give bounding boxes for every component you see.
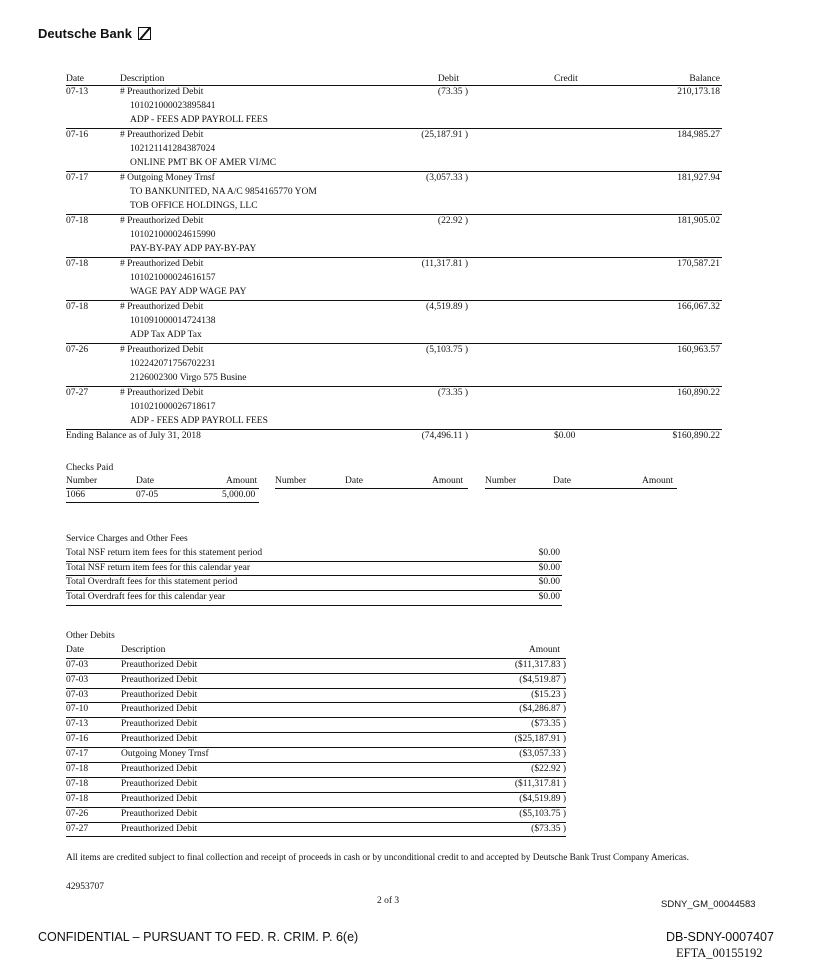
other-debit-amount: ($4,519.87 )	[519, 674, 566, 685]
transaction-date: 07-18	[66, 302, 89, 312]
other-debit-date: 07-27	[66, 823, 89, 834]
od-amount-header: Amount	[528, 644, 560, 655]
other-debit-description: Preauthorized Debit	[121, 719, 198, 730]
col-description-header: Description	[120, 74, 165, 84]
fee-row	[66, 576, 562, 591]
transaction-payee: ONLINE PMT BK OF AMER VI/MC	[130, 158, 277, 168]
transaction-debit: (73.35 )	[437, 87, 468, 97]
page-number: 2 of 3	[377, 896, 400, 906]
transaction-reference: 101021000024616157	[130, 273, 216, 283]
transaction-type: # Preauthorized Debit	[120, 87, 204, 97]
confidential-notice: CONFIDENTIAL – PURSUANT TO FED. R. CRIM. P. 6(e)	[38, 930, 359, 944]
transaction-debit: (4,519.89 )	[426, 302, 468, 312]
od-description-header: Description	[121, 644, 166, 655]
col-balance-header: Balance	[689, 74, 720, 84]
other-debit-description: Preauthorized Debit	[121, 808, 198, 819]
check-row	[66, 489, 256, 503]
other-debit-description: Preauthorized Debit	[121, 659, 198, 670]
transaction-reference: 101021000026718617	[130, 402, 216, 412]
other-debit-description: Preauthorized Debit	[121, 793, 198, 804]
other-debit-amount: ($25,187.91 )	[514, 734, 566, 745]
transaction-balance: 184,985.27	[677, 130, 720, 140]
transaction-type: # Preauthorized Debit	[120, 259, 204, 269]
other-debit-amount: ($3,057.33 )	[519, 749, 566, 760]
other-debit-row	[66, 674, 566, 689]
other-debit-amount: ($11,317.83 )	[514, 659, 566, 670]
fee-label: Total Overdraft fees for this statement period	[66, 577, 238, 588]
transaction-date: 07-18	[66, 259, 89, 269]
other-debit-row	[66, 659, 566, 674]
transaction-debit: (22.92 )	[437, 216, 468, 226]
transaction-row	[66, 215, 722, 258]
other-debit-row	[66, 778, 566, 793]
transaction-type: # Preauthorized Debit	[120, 345, 204, 355]
transaction-balance: 160,890.22	[677, 388, 720, 398]
fee-row	[66, 562, 562, 577]
other-debits-header	[66, 644, 566, 659]
other-debit-date: 07-18	[66, 793, 89, 804]
transaction-type: # Preauthorized Debit	[120, 216, 204, 226]
transaction-payee: ADP Tax ADP Tax	[130, 330, 202, 340]
transaction-type: # Preauthorized Debit	[120, 130, 204, 140]
other-debit-date: 07-18	[66, 764, 89, 775]
other-debit-amount: ($73.35 )	[531, 823, 566, 834]
other-debit-amount: ($4,519.89 )	[519, 793, 566, 804]
col-credit-header: Credit	[554, 74, 578, 84]
other-debit-date: 07-03	[66, 674, 89, 685]
transaction-debit: (25,187.91 )	[421, 130, 468, 140]
transaction-date: 07-26	[66, 345, 89, 355]
other-debit-amount: ($73.35 )	[531, 719, 566, 730]
transaction-date: 07-13	[66, 87, 89, 97]
check-amount: 5,000.00	[222, 490, 256, 500]
transaction-row	[66, 344, 722, 387]
col-date-header: Date	[66, 74, 84, 84]
check-number-header: Number	[275, 476, 307, 486]
other-debit-date: 07-26	[66, 808, 89, 819]
transaction-payee: WAGE PAY ADP WAGE PAY	[130, 287, 247, 297]
bank-name: Deutsche Bank	[38, 26, 132, 41]
transaction-reference: 101021000023895841	[130, 101, 216, 111]
other-debit-description: Outgoing Money Trnsf	[121, 749, 209, 760]
checks-paid-section	[66, 462, 674, 503]
check-amount-header: Amount	[642, 476, 674, 486]
service-charges-section	[66, 533, 562, 606]
check-amount-header: Amount	[226, 476, 258, 486]
transaction-date: 07-17	[66, 173, 89, 183]
transaction-payee: 2126002300 Virgo 575 Busine	[130, 373, 247, 383]
ending-balance-value: $160,890.22	[672, 431, 720, 441]
check-number-header: Number	[485, 476, 517, 486]
other-debit-row	[66, 748, 566, 763]
transaction-balance: 166,067.32	[677, 302, 720, 312]
transaction-debit: (3,057.33 )	[426, 173, 468, 183]
bank-logo	[38, 26, 151, 41]
check-date: 07-05	[136, 490, 159, 500]
statement-footnote: All items are credited subject to final collection and receipt of proceeds in cash or by unconditional credit to and accepted by Deutsche Bank Trust Company Americas.	[66, 853, 689, 863]
other-debit-description: Preauthorized Debit	[121, 764, 198, 775]
other-debit-row	[66, 808, 566, 823]
transactions-header	[66, 73, 722, 86]
transaction-date: 07-16	[66, 130, 89, 140]
transaction-payee: ADP - FEES ADP PAYROLL FEES	[130, 115, 268, 125]
other-debit-date: 07-16	[66, 734, 89, 745]
other-debit-date: 07-13	[66, 719, 89, 730]
transaction-balance: 181,927.94	[677, 173, 720, 183]
other-debit-date: 07-03	[66, 689, 89, 700]
efta-number: EFTA_00155192	[676, 946, 763, 960]
transaction-reference: 102242071756702231	[130, 359, 216, 369]
transaction-reference: TO BANKUNITED, NA A/C 9854165770 YOM	[130, 187, 317, 197]
transaction-reference: 101021000024615990	[130, 230, 216, 240]
other-debit-date: 07-18	[66, 778, 89, 789]
other-debit-date: 07-17	[66, 749, 89, 760]
other-debits-title: Other Debits	[66, 631, 115, 641]
other-debit-amount: ($11,317.81 )	[514, 778, 566, 789]
transaction-balance: 210,173.18	[677, 87, 720, 97]
ending-balance-label: Ending Balance as of July 31, 2018	[66, 431, 201, 441]
checks-paid-header	[66, 475, 674, 489]
check-date-header: Date	[553, 476, 571, 486]
other-debit-description: Preauthorized Debit	[121, 689, 198, 700]
transaction-balance: 170,587.21	[677, 259, 720, 269]
transaction-debit: (73.35 )	[437, 388, 468, 398]
other-debit-row	[66, 763, 566, 778]
other-debit-date: 07-10	[66, 704, 89, 715]
transaction-debit: (5,103.75 )	[426, 345, 468, 355]
transaction-debit: (11,317.81 )	[421, 259, 468, 269]
check-number: 1066	[66, 490, 85, 500]
account-reference: 42953707	[66, 882, 104, 892]
other-debit-amount: ($15.23 )	[531, 689, 566, 700]
check-date-header: Date	[345, 476, 363, 486]
fee-label: Total NSF return item fees for this calendar year	[66, 562, 250, 573]
check-number-header: Number	[66, 476, 98, 486]
other-debit-description: Preauthorized Debit	[121, 823, 198, 834]
other-debit-date: 07-03	[66, 659, 89, 670]
transaction-balance: 160,963.57	[677, 345, 720, 355]
other-debit-row	[66, 718, 566, 733]
other-debit-row	[66, 689, 566, 704]
check-date-header: Date	[136, 476, 154, 486]
fee-row	[66, 591, 562, 606]
transaction-row	[66, 129, 722, 172]
transaction-payee: ADP - FEES ADP PAYROLL FEES	[130, 416, 268, 426]
transactions-table	[66, 73, 722, 444]
other-debit-row	[66, 703, 566, 718]
other-debit-row	[66, 793, 566, 808]
fee-label: Total Overdraft fees for this calendar year	[66, 592, 226, 603]
transaction-payee: PAY-BY-PAY ADP PAY-BY-PAY	[130, 244, 257, 254]
other-debit-description: Preauthorized Debit	[121, 778, 198, 789]
transaction-reference: 101091000014724138	[130, 316, 216, 326]
bates-number-sdny: SDNY_GM_00044583	[661, 899, 756, 910]
fee-label: Total NSF return item fees for this statement period	[66, 547, 263, 558]
transaction-row	[66, 258, 722, 301]
other-debit-description: Preauthorized Debit	[121, 674, 198, 685]
deutsche-bank-slash-logo-icon	[138, 27, 151, 40]
transaction-type: # Preauthorized Debit	[120, 302, 204, 312]
fee-row	[66, 547, 562, 562]
transaction-date: 07-18	[66, 216, 89, 226]
other-debit-description: Preauthorized Debit	[121, 734, 198, 745]
other-debits-section	[66, 630, 566, 837]
ending-balance-row	[66, 430, 722, 444]
transaction-row	[66, 387, 722, 430]
fee-amount: $0.00	[538, 562, 560, 573]
service-charges-title: Service Charges and Other Fees	[66, 534, 188, 544]
transaction-type: # Outgoing Money Trnsf	[120, 173, 215, 183]
other-debit-amount: ($5,103.75 )	[519, 808, 566, 819]
transaction-row	[66, 172, 722, 215]
transaction-row	[66, 301, 722, 344]
fee-amount: $0.00	[538, 577, 560, 588]
transaction-date: 07-27	[66, 388, 89, 398]
transaction-row	[66, 86, 722, 129]
ending-debit-total: (74,496.11 )	[421, 431, 468, 441]
ending-credit-total: $0.00	[554, 431, 576, 441]
other-debit-description: Preauthorized Debit	[121, 704, 198, 715]
transaction-balance: 181,905.02	[677, 216, 720, 226]
checks-paid-title: Checks Paid	[66, 463, 114, 473]
other-debit-row	[66, 733, 566, 748]
transaction-reference: 102121141284387024	[130, 144, 216, 154]
col-debit-header: Debit	[437, 74, 459, 84]
other-debit-row	[66, 823, 566, 838]
od-date-header: Date	[66, 644, 84, 655]
fee-amount: $0.00	[538, 592, 560, 603]
check-amount-header: Amount	[432, 476, 464, 486]
other-debit-amount: ($22.92 )	[531, 764, 566, 775]
other-debit-amount: ($4,286.87 )	[519, 704, 566, 715]
bates-number-db: DB-SDNY-0007407	[666, 930, 774, 944]
transaction-type: # Preauthorized Debit	[120, 388, 204, 398]
transaction-payee: TOB OFFICE HOLDINGS, LLC	[130, 201, 258, 211]
fee-amount: $0.00	[538, 547, 560, 558]
